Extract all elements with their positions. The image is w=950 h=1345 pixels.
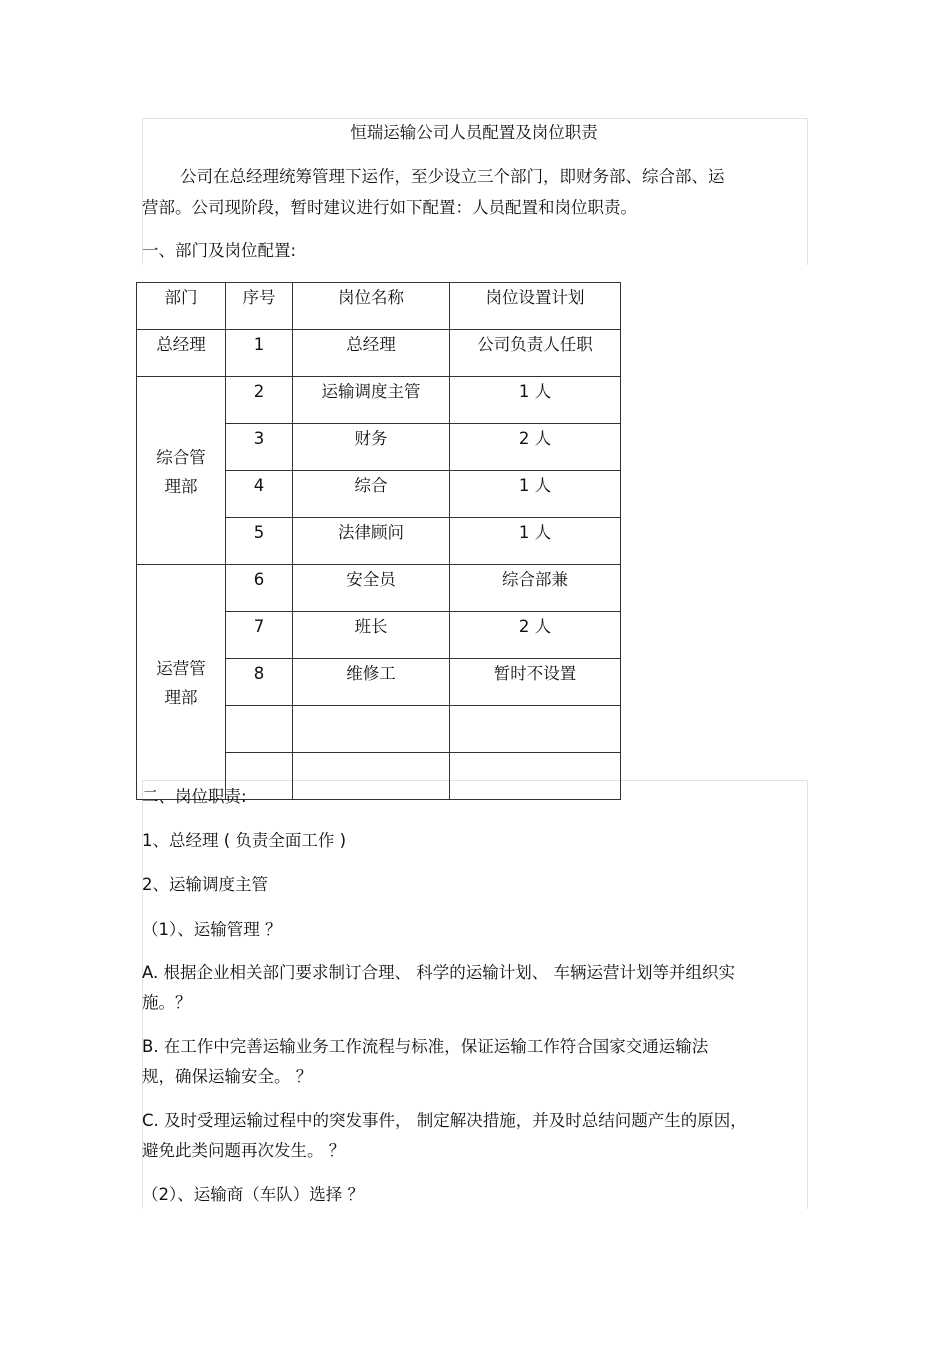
table-header-row xyxy=(137,283,621,330)
plan-cell: 公司负责人任职 xyxy=(450,330,621,377)
plan-cell: 1 人 xyxy=(450,471,621,518)
paragraph-a-line-2: 施。？ xyxy=(142,993,192,1012)
table-row xyxy=(137,565,621,612)
header-cell: 部门 xyxy=(137,283,226,330)
header-cell: 岗位设置计划 xyxy=(450,283,621,330)
position-cell: 法律顾问 xyxy=(293,518,450,565)
position-cell: 运输调度主管 xyxy=(293,377,450,424)
plan-cell xyxy=(450,706,621,753)
dept-name-line: 理部 xyxy=(164,476,198,496)
seq-cell xyxy=(226,706,293,753)
position-cell: 班长 xyxy=(293,612,450,659)
seq-cell: 6 xyxy=(226,565,293,612)
table-row xyxy=(137,377,621,424)
position-cell: 财务 xyxy=(293,424,450,471)
seq-cell: 8 xyxy=(226,659,293,706)
intro-line-1: 公司在总经理统筹管理下运作，至少设立三个部门，即财务部、综合部、运 xyxy=(180,167,725,186)
dept-name-line: 运营管 xyxy=(156,659,206,678)
position-cell: 综合 xyxy=(293,471,450,518)
paragraph-c-line-2: 避免此类问题再次发生。 ？ xyxy=(142,1141,346,1160)
position-cell: 安全员 xyxy=(293,565,450,612)
intro-line-2: 营部。公司现阶段，暂时建议进行如下配置：人员配置和岗位职责。 xyxy=(142,198,637,217)
table-row xyxy=(137,330,621,377)
seq-cell: 5 xyxy=(226,518,293,565)
header-cell: 序号 xyxy=(226,283,293,330)
sub-heading-2: （2）、运输商（车队）选择 ？ xyxy=(142,1185,364,1204)
seq-cell: 1 xyxy=(226,330,293,377)
plan-cell: 1 人 xyxy=(450,518,621,565)
header-cell: 岗位名称 xyxy=(293,283,450,330)
plan-cell: 暂时不设置 xyxy=(450,659,621,706)
plan-cell: 2 人 xyxy=(450,424,621,471)
plan-cell: 综合部兼 xyxy=(450,565,621,612)
paragraph-b-line-2: 规，确保运输安全。 ？ xyxy=(142,1067,313,1086)
staffing-table xyxy=(136,282,621,800)
position-cell: 维修工 xyxy=(293,659,450,706)
plan-cell: 1 人 xyxy=(450,377,621,424)
dept-cell xyxy=(137,377,226,565)
plan-cell xyxy=(450,753,621,800)
position-cell: 总经理 xyxy=(293,330,450,377)
paragraph-b-line-1: B. 在工作中完善运输业务工作流程与标准，保证运输工作符合国家交通运输法 xyxy=(142,1037,709,1056)
position-cell xyxy=(293,753,450,800)
section-1-heading: 一、部门及岗位配置: xyxy=(142,241,297,260)
seq-cell: 4 xyxy=(226,471,293,518)
seq-cell: 7 xyxy=(226,612,293,659)
duty-item-1: 1、总经理 ( 负责全面工作 ) xyxy=(142,831,347,850)
plan-cell: 2 人 xyxy=(450,612,621,659)
seq-cell: 3 xyxy=(226,424,293,471)
position-cell xyxy=(293,706,450,753)
seq-cell: 2 xyxy=(226,377,293,424)
document-title: 恒瑞运输公司人员配置及岗位职责 xyxy=(350,123,598,142)
sub-heading-1: （1）、运输管理 ？ xyxy=(142,920,282,939)
dept-cell: 总经理 xyxy=(137,330,226,377)
dept-name-line: 综合管 xyxy=(156,447,206,467)
dept-name-line: 理部 xyxy=(164,688,198,707)
section-2-heading: 二、岗位职责: xyxy=(142,787,247,806)
paragraph-a-line-1: A. 根据企业相关部门要求制订合理、 科学的运输计划、 车辆运营计划等并组织实 xyxy=(142,963,735,982)
duty-item-2: 2、运输调度主管 xyxy=(142,875,268,894)
dept-cell xyxy=(137,565,226,800)
paragraph-c-line-1: C. 及时受理运输过程中的突发事件， 制定解决措施，并及时总结问题产生的原因， xyxy=(142,1111,747,1130)
